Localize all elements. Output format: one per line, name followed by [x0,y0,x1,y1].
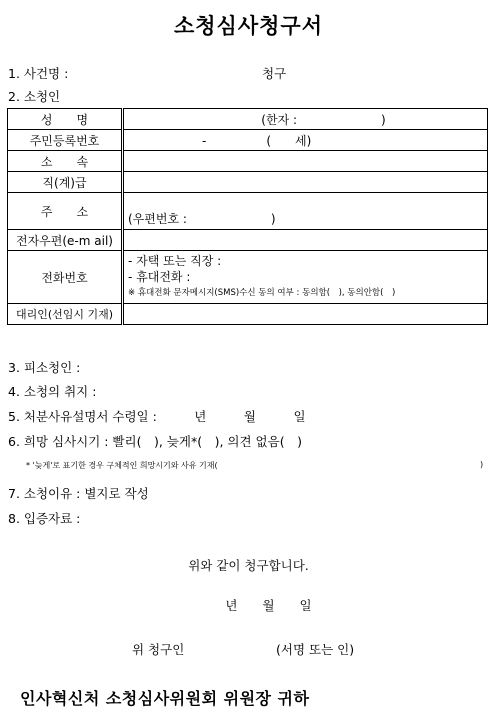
appeal-reason-label: 7. 소청이유 : 별지로 작성 [8,486,149,501]
table-row [8,172,488,193]
sms-consent-line: ※ 휴대전화 문자메시지(SMS)수신 동의 여부 : 동의함( ), 동의안함( ) [128,288,396,298]
addressee: 인사혁신처 소청심사위원회 위원장 귀하 [20,689,310,708]
address-label: 주 소 [8,193,123,230]
rrn-label: 주민등록번호 [8,130,123,151]
table-row [8,130,488,151]
table-row [8,109,488,130]
respondent-label: 3. 피소청인 : [8,360,81,375]
rrn-field[interactable]: - ( 세) [123,130,488,151]
review-timing-note-close: ) [480,460,484,469]
phone-label: 전화번호 [8,251,123,304]
table-row [8,304,488,325]
phone-mobile-line: - 휴대전화 : [128,270,191,284]
case-name-value: 청구 [262,66,287,81]
table-row [8,251,488,304]
request-statement: 위와 같이 청구합니다. [188,558,309,573]
phone-field[interactable] [123,251,488,304]
name-label: 성 명 [8,109,123,130]
affiliation-field[interactable] [123,151,488,172]
email-label: 전자우편(e-m ail) [8,230,123,251]
rank-label: 직(계)급 [8,172,123,193]
appeal-purpose-label: 4. 소청의 취지 : [8,384,97,399]
signer-signature: (서명 또는 인) [276,642,355,657]
table-row [8,193,488,230]
evidence-label: 8. 입증자료 : [8,511,81,526]
signer-label: 위 청구인 [132,642,185,657]
address-field[interactable]: (우편번호 : ) [123,193,488,230]
review-timing-note: * '늦게'로 표기한 경우 구체적인 희망시기와 사유 기재( [26,461,218,470]
phone-home-line: - 자택 또는 직장 : [128,254,222,268]
table-row [8,151,488,172]
request-date: 년 월 일 [225,598,312,613]
agent-field[interactable] [123,304,488,325]
rank-field[interactable] [123,172,488,193]
appellant-section-label: 2. 소청인 [8,89,61,104]
email-field[interactable] [123,230,488,251]
review-timing-label: 6. 희망 심사시기 : 빨리( ), 늦게*( ), 의견 없음( ) [8,434,302,449]
name-field[interactable]: (한자 : ) [123,109,488,130]
table-row [8,230,488,251]
appellant-info-table [7,108,488,325]
case-name-label: 1. 사건명 : [8,66,69,81]
document-title: 소청심사청구서 [173,14,323,38]
receipt-date-label: 5. 처분사유설명서 수령일 : 년 월 일 [8,409,306,424]
affiliation-label: 소 속 [8,151,123,172]
agent-label: 대리인(선임시 기재) [8,304,123,325]
